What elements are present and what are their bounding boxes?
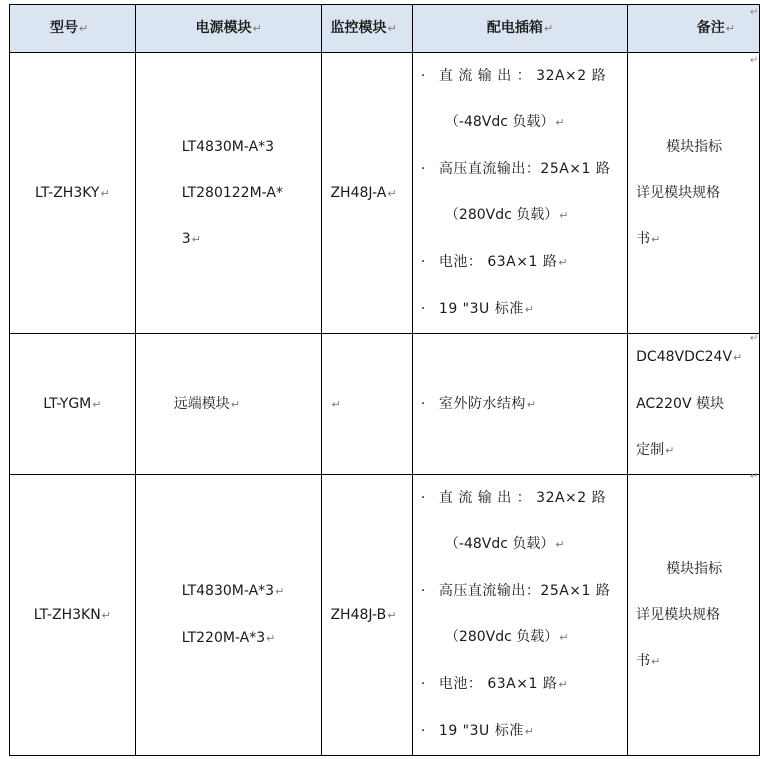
paragraph-mark: ↵ [524,725,535,738]
monitor-module-cell [322,334,412,475]
header-remarks [628,5,760,53]
remarks-line [636,592,755,638]
monitor-module-text: ZH48J-A [330,184,387,201]
paragraph-mark: ↵ [558,256,569,269]
distribution-bullet-item [413,661,627,708]
distribution-bullet-item [413,475,627,521]
paragraph-mark: ↵ [526,397,537,411]
header-distribution-box-label: 配电插箱 [486,20,543,36]
distribution-bullet-item [413,708,627,755]
remarks-cell [628,53,760,334]
distribution-cell [412,475,627,756]
remarks-line [636,638,755,685]
paragraph-mark: ↵ [524,303,535,316]
paragraph-mark: ↵ [275,585,285,598]
remarks-text: 定制 [636,442,665,458]
distribution-bullet-item [413,568,627,614]
paragraph-mark: ↵ [230,397,240,411]
paragraph-mark: ↵ [387,22,397,35]
paragraph-mark: ↵ [558,678,569,691]
paragraph-mark: ↵ [651,232,661,246]
distribution-text: （280Vdc 负载） [444,629,559,645]
power-module-line [182,615,314,662]
remarks-text: DC48VDC24V [636,349,733,365]
distribution-bullet-item [413,286,627,333]
power-module-line [182,216,314,263]
distribution-bullet-item [413,239,627,286]
remarks-text: 详见模块规格 [636,184,721,201]
remarks-line [636,124,755,170]
power-module-line [174,381,314,428]
distribution-text: 高压直流输出：25A×1 路 [438,161,611,177]
power-module-text: LT280122M-A* [181,184,283,201]
power-module-text: LT220M-A*3 [181,630,266,646]
model-cell [10,53,136,334]
spec-table [9,4,760,756]
remarks-text: AC220V 模块 [636,396,724,412]
paragraph-mark: ↵ [92,397,102,411]
paragraph-mark: ↵ [733,351,743,364]
distribution-text: 高压直流输出：25A×1 路 [438,583,611,599]
remarks-line [636,170,755,216]
paragraph-mark: ↵ [725,22,735,35]
paragraph-mark: ↵ [555,538,565,551]
distribution-text: （-48Vdc 负载） [444,536,555,552]
remarks-line [636,546,755,592]
model-cell [10,334,136,475]
header-remarks-label: 备注 [696,20,725,36]
distribution-text: （280Vdc 负载） [444,207,559,223]
remarks-line [636,216,755,263]
remarks-cell [628,475,760,756]
power-module-cell [135,475,322,756]
table-row [10,475,760,756]
distribution-bullet-item [413,53,627,99]
header-row [10,5,760,53]
bullet-dot: · [420,490,426,506]
power-module-cell [135,334,322,475]
header-model-label: 型号 [50,20,78,36]
table-body [10,53,760,756]
distribution-text: （-48Vdc 负载） [444,114,555,130]
bullet-dot: · [420,301,426,317]
distribution-bullet-item [413,381,627,428]
table-row [10,334,760,475]
remarks-text: 模块指标 [666,138,723,155]
row-end-mark: ↵ [750,333,759,344]
paragraph-mark: ↵ [555,116,565,129]
monitor-module-cell [322,475,412,756]
power-module-text: 远端模块 [173,395,230,412]
remarks-line [636,427,755,474]
row-end-mark: ↵ [750,55,759,66]
distribution-cell [412,334,627,475]
bullet-dot: · [420,723,426,739]
header-model [10,5,136,53]
distribution-text: 直 流 输 出 ： 32A×2 路 [438,68,607,84]
header-monitor-module [322,5,412,53]
paragraph-mark: ↵ [191,232,201,246]
distribution-text: 19 "3U 标准 [438,723,524,739]
row-end-mark: ↵ [750,471,759,482]
distribution-bullet-item [413,146,627,192]
table-row [10,53,760,334]
header-power-module-label: 电源模块 [195,20,252,36]
remarks-text: 模块指标 [666,560,723,577]
header-power-module [135,5,322,53]
remarks-text: 详见模块规格 [636,606,721,623]
power-module-line [182,170,314,216]
remarks-line [636,334,755,381]
paragraph-mark: ↵ [100,186,110,200]
paragraph-mark: ↵ [665,444,675,457]
bullet-dot: · [420,583,426,599]
distribution-continuation [413,614,627,661]
paragraph-mark: ↵ [387,608,397,622]
distribution-continuation [413,521,627,568]
bullet-dot: · [420,395,426,412]
remarks-text: 书 [636,230,651,247]
distribution-text: 直 流 输 出 ： 32A×2 路 [438,490,607,506]
header-distribution-box [412,5,627,53]
distribution-text: 电池： 63A×1 路 [438,676,558,692]
power-module-cell [135,53,322,334]
paragraph-mark: ↵ [651,654,661,668]
remarks-line [636,381,755,427]
distribution-cell [412,53,627,334]
paragraph-mark: ↵ [79,22,89,35]
bullet-dot: · [420,676,426,692]
paragraph-mark: ↵ [559,209,569,222]
distribution-text: 电池： 63A×1 路 [438,254,558,270]
distribution-text: 室外防水结构 [438,395,526,412]
model-text: LT-ZH3KN [33,606,101,623]
paragraph-mark: ↵ [387,186,397,200]
header-monitor-module-label: 监控模块 [330,20,387,36]
paragraph-mark: ↵ [543,22,554,35]
power-module-text: 3 [181,230,191,247]
paragraph-mark: ↵ [101,608,111,622]
paragraph-mark: ↵ [331,397,341,411]
monitor-module-text: ZH48J-B [330,606,387,623]
bullet-dot: · [420,161,426,177]
model-text: LT-ZH3KY [35,184,100,201]
model-cell [10,475,136,756]
power-module-line [182,124,314,170]
monitor-module-cell [322,53,412,334]
paragraph-mark: ↵ [252,22,262,35]
model-text: LT-YGM [43,395,92,412]
row-end-mark: ↵ [750,7,759,18]
paragraph-mark: ↵ [559,631,569,644]
distribution-text: 19 "3U 标准 [438,301,524,317]
paragraph-mark: ↵ [266,632,276,645]
power-module-text: LT4830M-A*3 [181,583,275,599]
bullet-dot: · [420,254,426,270]
bullet-dot: · [420,68,426,84]
remarks-text: 书 [636,652,651,669]
power-module-text: LT4830M-A*3 [181,138,275,155]
remarks-cell [628,334,760,475]
distribution-continuation [413,99,627,146]
distribution-continuation [413,192,627,239]
power-module-line [182,568,314,615]
